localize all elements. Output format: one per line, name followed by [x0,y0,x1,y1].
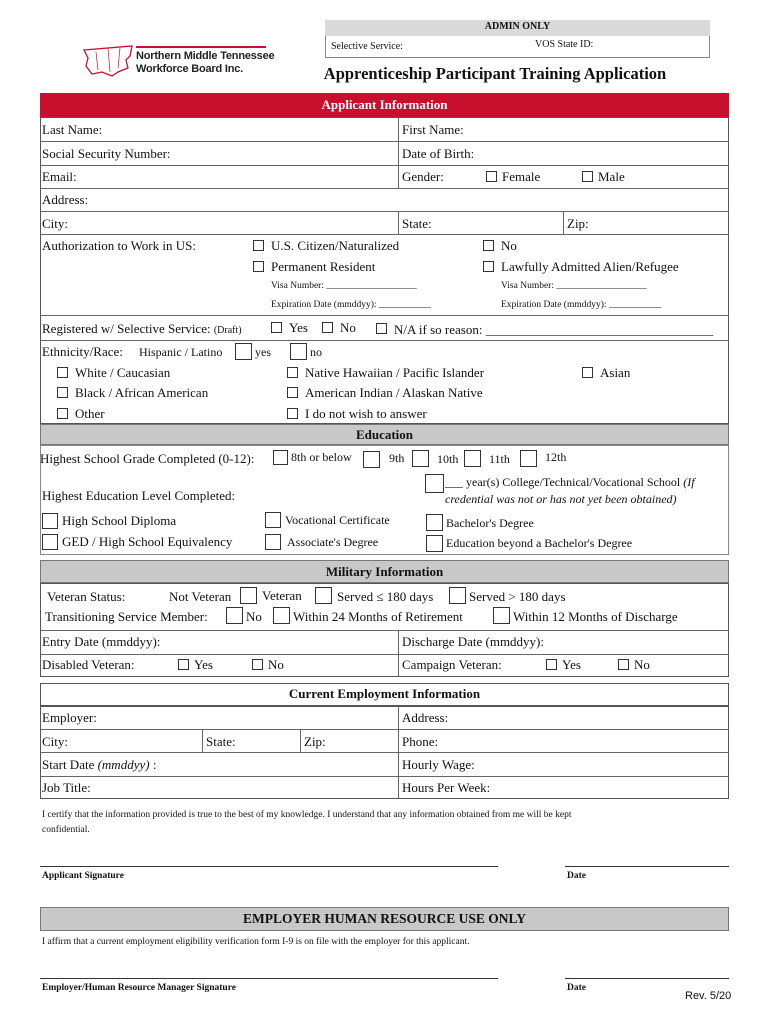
hispanic-yes-label: yes [255,345,271,359]
male-checkbox[interactable] [582,171,593,182]
city-field[interactable]: City: [42,216,69,231]
applicant-date-line[interactable] [565,866,729,867]
hispanic-no-checkbox[interactable] [290,343,307,360]
state-field[interactable]: State: [402,216,432,231]
vocational-checkbox[interactable] [265,512,281,528]
vos-state-id[interactable]: VOS State ID: [535,39,594,50]
within-24-label: Within 24 Months of Retirement [293,609,463,624]
no-answer-checkbox[interactable] [287,408,298,419]
campaign-veteran-label: Campaign Veteran: [402,657,502,672]
grade-9-checkbox[interactable] [363,451,380,468]
ssn-field[interactable]: Social Security Number: [42,146,171,161]
grade-10-checkbox[interactable] [412,450,429,467]
citizen-label: U.S. Citizen/Naturalized [271,238,400,253]
selective-service-label: Registered w/ Selective Service: (Draft) [42,321,242,336]
logo-line-2: Workforce Board Inc. [136,63,244,75]
other-label: Other [75,406,105,421]
revision-label: Rev. 5/20 [685,990,732,1002]
discharge-date-field[interactable]: Discharge Date (mmddyy): [402,634,544,649]
form-title: Apprenticeship Participant Training Application [323,64,667,83]
cv-no-label: No [634,657,650,672]
employer-affirm: I affirm that a current employment eligibility verification form I-9 is on file with the employer for this applicant. [42,937,470,947]
ethnicity-label: Ethnicity/Race: [42,344,123,359]
hs-diploma-label: High School Diploma [62,513,177,528]
permanent-resident-label: Permanent Resident [271,259,376,274]
asian-label: Asian [600,365,631,380]
grade-11-label: 11th [489,452,510,466]
certify-line-1: I certify that the information provided is true to the best of my knowledge. I understand that any information obtained from me will be kept [42,810,572,820]
black-label: Black / African American [75,385,209,400]
associates-checkbox[interactable] [265,534,281,550]
employer-date-line[interactable] [565,978,729,979]
employer-hr-header: EMPLOYER HUMAN RESOURCE USE ONLY [40,907,729,931]
highest-grade-label: Highest School Grade Completed (0-12): [40,451,255,466]
hourly-wage-field[interactable]: Hourly Wage: [402,757,475,772]
ss-no-label: No [340,320,356,335]
veteran-status-label: Veteran Status: [47,589,126,604]
grade-8-label: 8th or below [291,450,352,464]
male-label: Male [598,169,625,184]
hispanic-yes-checkbox[interactable] [235,343,252,360]
bachelors-label: Bachelor's Degree [446,516,534,530]
lawfully-admitted-checkbox[interactable] [483,261,494,272]
employer-field[interactable]: Employer: [42,710,97,725]
veteran-label: Veteran [262,588,302,603]
education-section-header: Education [40,424,729,445]
female-checkbox[interactable] [486,171,497,182]
dv-yes-label: Yes [194,657,213,672]
grade-12-label: 12th [545,450,567,464]
asian-checkbox[interactable] [582,367,593,378]
associates-label: Associate's Degree [287,535,379,549]
tennessee-map-icon [82,42,134,78]
certify-line-2: confidential. [42,825,90,835]
start-date-field[interactable]: Start Date (mmddyy) : [42,757,157,772]
first-name-field[interactable]: First Name: [402,122,464,137]
last-name-field[interactable]: Last Name: [42,122,103,137]
visa-number-left[interactable]: Visa Number: ___________________ [271,281,417,291]
grade-12-checkbox[interactable] [520,450,537,467]
employer-state-field[interactable]: State: [206,734,236,749]
logo-rule [136,46,266,48]
white-label: White / Caucasian [75,365,171,380]
employer-signature-label: Employer/Human Resource Manager Signature [42,983,236,993]
gender-label: Gender: [402,169,444,184]
native-hawaiian-label: Native Hawaiian / Pacific Islander [305,365,485,380]
ged-label: GED / High School Equivalency [62,534,233,549]
applicant-date-label: Date [567,871,586,881]
hs-diploma-checkbox[interactable] [42,513,58,529]
ss-na-reason[interactable]: N/A if so reason: ___________________________________ [394,322,714,337]
employer-zip-field[interactable]: Zip: [304,734,326,749]
hispanic-label: Hispanic / Latino [139,345,223,359]
transitioning-label: Transitioning Service Member: [45,609,208,624]
zip-field[interactable]: Zip: [567,216,589,231]
employment-section-header: Current Employment Information [288,686,481,701]
transitioning-no-checkbox[interactable] [226,607,243,624]
auth-work-label: Authorization to Work in US: [42,238,196,253]
military-section-header: Military Information [40,560,729,583]
other-checkbox[interactable] [57,408,68,419]
within-24-checkbox[interactable] [273,607,290,624]
entry-date-field[interactable]: Entry Date (mmddyy): [42,634,161,649]
american-indian-checkbox[interactable] [287,387,298,398]
college-years[interactable]: ___ year(s) College/Technical/Vocational School (If [445,475,695,489]
ss-yes-checkbox[interactable] [271,322,282,333]
employer-city-field[interactable]: City: [42,734,69,749]
ss-na-checkbox[interactable] [376,323,387,334]
job-title-field[interactable]: Job Title: [42,780,91,795]
grade-9-label: 9th [389,451,405,465]
no-answer-label: I do not wish to answer [305,406,427,421]
no-auth-label: No [501,238,517,253]
veteran-checkbox[interactable] [315,587,332,604]
native-hawaiian-checkbox[interactable] [287,367,298,378]
visa-number-right[interactable]: Visa Number: ___________________ [501,281,647,291]
grade-8-checkbox[interactable] [273,450,288,465]
ss-no-checkbox[interactable] [322,322,333,333]
dob-field[interactable]: Date of Birth: [402,146,475,161]
board-logo [82,42,275,80]
applicant-signature-label: Applicant Signature [42,871,124,881]
ged-checkbox[interactable] [42,534,58,550]
beyond-bachelors-label: Education beyond a Bachelor's Degree [446,536,633,550]
cv-no-checkbox[interactable] [618,659,629,670]
college-note: credential was not or has not yet been obtained) [445,492,677,506]
black-checkbox[interactable] [57,387,68,398]
applicant-signature-line[interactable] [40,866,498,867]
no-auth-checkbox[interactable] [483,240,494,251]
email-field[interactable]: Email: [42,169,77,184]
expiration-right[interactable]: Expiration Date (mmddyy): ___________ [501,300,662,310]
dv-yes-checkbox[interactable] [178,659,189,670]
not-veteran-label: Not Veteran [169,589,232,604]
cv-yes-checkbox[interactable] [546,659,557,670]
employer-signature-line[interactable] [40,978,498,979]
american-indian-label: American Indian / Alaskan Native [305,385,483,400]
disabled-veteran-label: Disabled Veteran: [42,657,135,672]
expiration-left[interactable]: Expiration Date (mmddyy): ___________ [271,300,432,310]
citizen-checkbox[interactable] [253,240,264,251]
grade-11-checkbox[interactable] [464,450,481,467]
draft-label: (Draft) [213,325,242,336]
not-veteran-checkbox[interactable] [240,587,257,604]
transitioning-no-label: No [246,609,262,624]
cv-yes-label: Yes [562,657,581,672]
ss-yes-label: Yes [289,320,308,335]
hispanic-no-label: no [310,345,322,359]
dv-no-label: No [268,657,284,672]
highest-level-label: Highest Education Level Completed: [42,488,236,503]
applicant-section-header: Applicant Information [40,93,729,117]
logo-line-1: Northern Middle Tennessee [136,50,275,62]
permanent-resident-checkbox[interactable] [253,261,264,272]
employer-address-field[interactable]: Address: [402,710,449,725]
dv-no-checkbox[interactable] [252,659,263,670]
within-12-checkbox[interactable] [493,607,510,624]
vocational-label: Vocational Certificate [285,513,390,527]
white-checkbox[interactable] [57,367,68,378]
hours-per-week-field[interactable]: Hours Per Week: [402,780,491,795]
lawfully-admitted-label: Lawfully Admitted Alien/Refugee [501,259,679,274]
served-le-180-label: Served ≤ 180 days [337,589,434,604]
served-gt-180-label: Served > 180 days [469,589,566,604]
served-le-180-checkbox[interactable] [449,587,466,604]
grade-10-label: 10th [437,452,459,466]
female-label: Female [502,169,541,184]
beyond-bachelors-checkbox[interactable] [426,535,443,552]
bachelors-checkbox[interactable] [426,514,443,531]
within-12-label: Within 12 Months of Discharge [513,609,678,624]
admin-only-label: ADMIN ONLY [484,21,551,32]
selective-service-admin[interactable]: Selective Service: [331,41,403,52]
employer-date-label: Date [567,983,586,993]
address-field[interactable]: Address: [42,192,89,207]
college-checkbox[interactable] [425,474,444,493]
employer-phone-field[interactable]: Phone: [402,734,439,749]
